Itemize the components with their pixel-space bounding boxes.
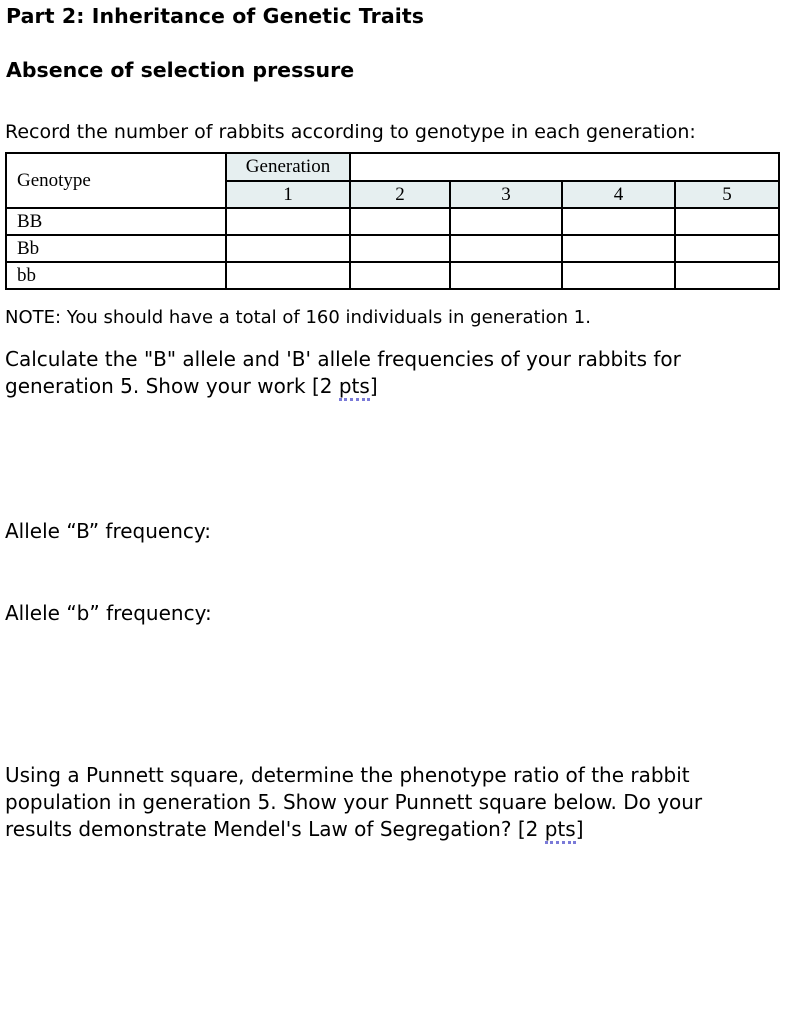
generation-2: 2 <box>350 181 450 208</box>
punnett-question-line1: Using a Punnett square, determine the phenotype ratio of the rabbit <box>5 763 690 787</box>
count-cell[interactable] <box>562 235 675 262</box>
header-blank <box>350 153 779 181</box>
calc-question-line2 <box>5 373 681 400</box>
calc-question-line1: Calculate the "B" allele and 'B' allele frequencies of your rabbits for <box>5 347 681 371</box>
count-cell[interactable] <box>450 208 562 235</box>
generation-3: 3 <box>450 181 562 208</box>
count-cell[interactable] <box>450 235 562 262</box>
count-cell[interactable] <box>675 262 779 289</box>
count-cell[interactable] <box>350 235 450 262</box>
calc-question-text: generation 5. Show your work [2 <box>5 374 339 398</box>
punnett-question-line3 <box>5 816 702 843</box>
bracket-close: ] <box>369 374 378 398</box>
section-title: Absence of selection pressure <box>6 58 355 82</box>
count-cell[interactable] <box>562 208 675 235</box>
pts-label: pts <box>545 817 576 844</box>
table-row <box>6 235 779 262</box>
genotype-label: Bb <box>6 235 226 262</box>
generation-1: 1 <box>226 181 350 208</box>
calc-question <box>5 346 681 400</box>
count-cell[interactable] <box>226 235 350 262</box>
allele-b-frequency-label: Allele “b” frequency: <box>5 601 212 625</box>
genotype-label: BB <box>6 208 226 235</box>
count-cell[interactable] <box>675 208 779 235</box>
genotype-table <box>5 152 780 290</box>
note-text: NOTE: You should have a total of 160 individuals in generation 1. <box>5 307 591 328</box>
count-cell[interactable] <box>675 235 779 262</box>
record-instruction: Record the number of rabbits according to genotype in each generation: <box>5 121 696 143</box>
genotype-label: bb <box>6 262 226 289</box>
count-cell[interactable] <box>350 262 450 289</box>
generation-4: 4 <box>562 181 675 208</box>
table-row <box>6 208 779 235</box>
count-cell[interactable] <box>450 262 562 289</box>
count-cell[interactable] <box>226 262 350 289</box>
count-cell[interactable] <box>562 262 675 289</box>
part-title: Part 2: Inheritance of Genetic Traits <box>6 4 425 28</box>
punnett-question-text: results demonstrate Mendel's Law of Segregation? [2 <box>5 817 545 841</box>
generation-5: 5 <box>675 181 779 208</box>
count-cell[interactable] <box>226 208 350 235</box>
table-row <box>6 262 779 289</box>
allele-B-frequency-label: Allele “B” frequency: <box>5 519 212 543</box>
count-cell[interactable] <box>350 208 450 235</box>
generation-header: Generation <box>226 153 350 181</box>
punnett-question-line2: population in generation 5. Show your Punnett square below. Do your <box>5 790 703 814</box>
bracket-close: ] <box>575 817 584 841</box>
genotype-header: Genotype <box>6 153 226 208</box>
punnett-question <box>5 762 702 843</box>
pts-label: pts <box>339 374 370 401</box>
